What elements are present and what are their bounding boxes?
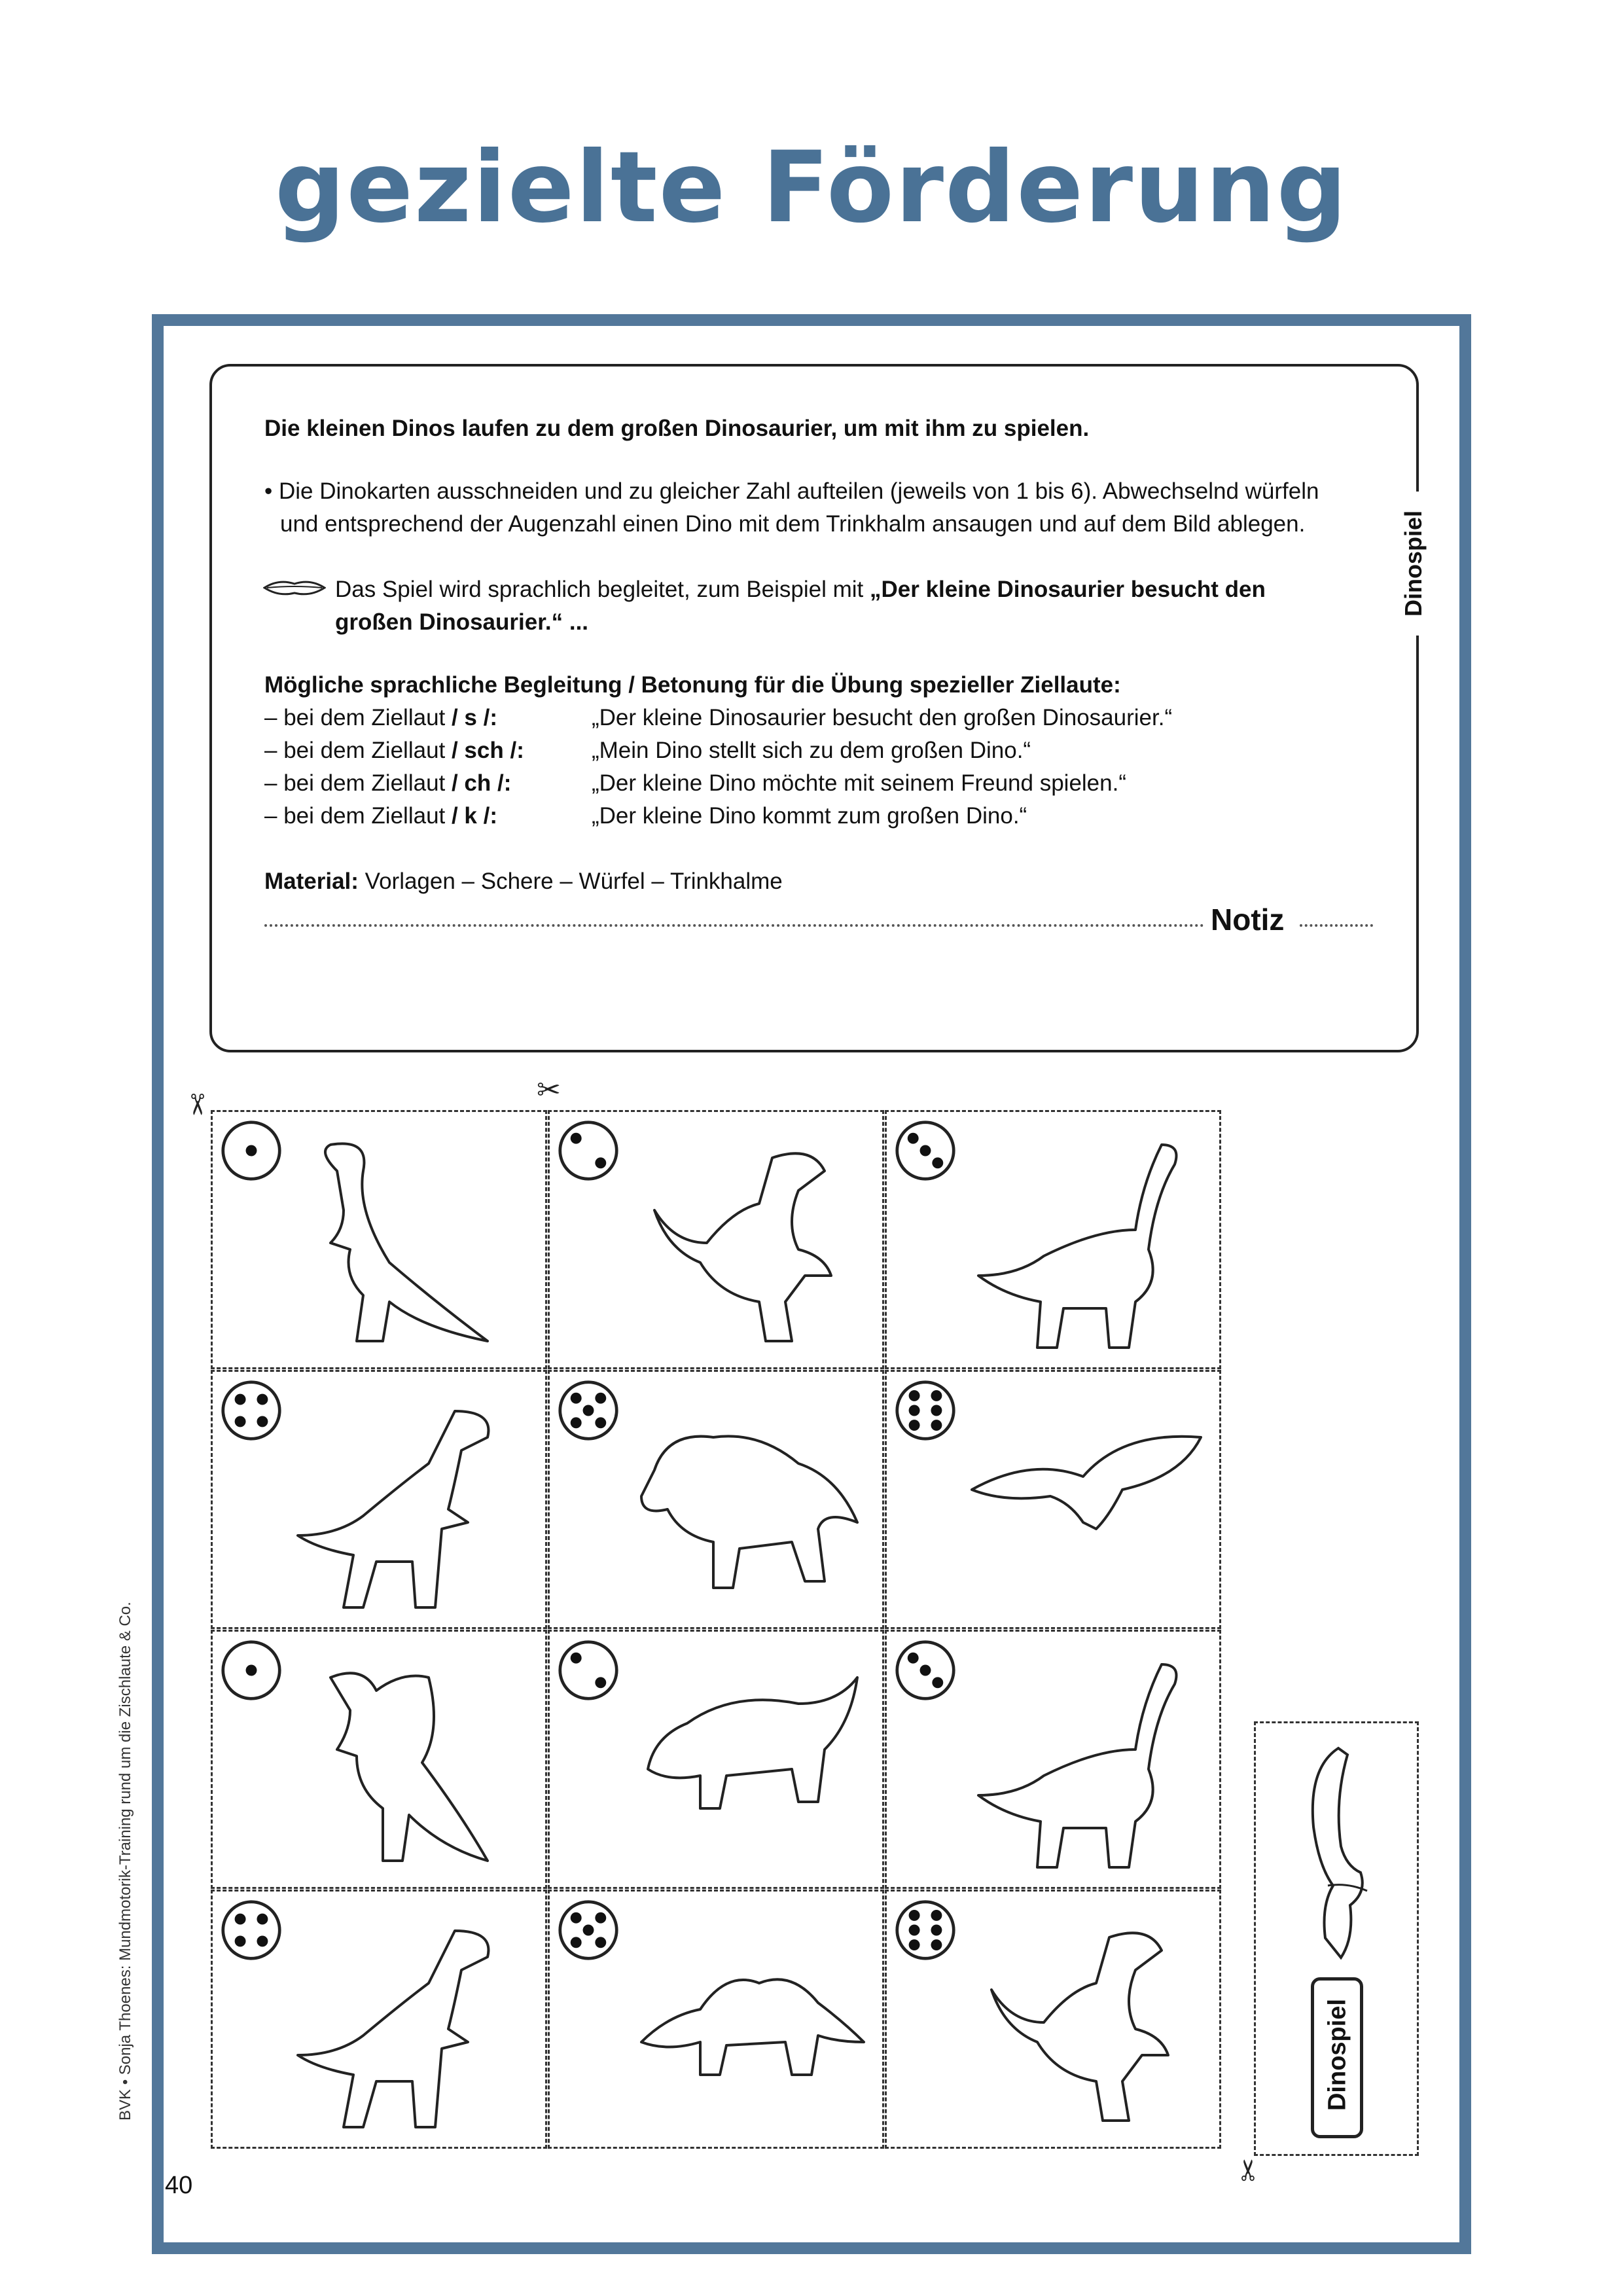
dino-card <box>548 1630 884 1889</box>
dino-card <box>885 1890 1221 2149</box>
die-pip <box>595 1912 606 1924</box>
instruction-line-2: und entsprechend der Augenzahl einen Dino mit dem Trinkhalm ansaugen und auf dem Bild ablegen. <box>280 511 1306 537</box>
sound-row <box>264 702 497 734</box>
die-pip <box>931 1405 942 1416</box>
die-pip <box>909 1925 920 1936</box>
sound-code: / ch /: <box>451 770 512 796</box>
die-face-icon <box>558 1899 619 1961</box>
sound-label: – bei dem Ziellaut <box>264 803 452 829</box>
page-title: gezielte Förderung <box>274 131 1349 245</box>
ankylosaurus-icon <box>628 1651 870 1874</box>
activity-side-tab <box>1387 497 1440 628</box>
die-pip <box>571 1133 582 1144</box>
sound-row <box>264 800 497 833</box>
die-pip <box>235 1416 246 1427</box>
die-pip <box>931 1939 942 1950</box>
spinosaurus-icon <box>291 1651 533 1874</box>
die-pip <box>909 1910 920 1921</box>
t-rex-icon <box>628 1132 870 1354</box>
dino-card <box>211 1630 547 1889</box>
pterodactyl-icon <box>965 1391 1207 1614</box>
die-pip <box>595 1417 606 1428</box>
dino-card <box>548 1110 884 1369</box>
die-pip <box>932 1157 943 1168</box>
stegosaurus-icon <box>628 1911 870 2134</box>
die-face-icon <box>895 1640 956 1701</box>
die-pip <box>920 1145 931 1157</box>
iguanodon-icon <box>291 1911 533 2134</box>
sound-code: / k /: <box>451 803 498 829</box>
die-pip <box>257 1416 268 1427</box>
die-pip <box>571 1653 582 1664</box>
notiz-line-left <box>264 924 1204 927</box>
die-pip <box>595 1157 606 1168</box>
die-face-icon <box>221 1380 282 1441</box>
speech-example-2: großen Dinosaurier.“ ... <box>335 609 589 635</box>
die-face-icon <box>558 1120 619 1181</box>
sound-sentence: „Der kleine Dino möchte mit seinem Freund spielen.“ <box>592 770 1126 796</box>
scissors-icon: ✂ <box>1232 2158 1265 2182</box>
die-face-icon <box>895 1380 956 1441</box>
iguanodon-icon <box>291 1391 533 1614</box>
publisher-credit: BVK • Sonja Thoenes: Mundmotorik-Training rund um die Zischlaute & Co. <box>116 1602 134 2121</box>
die-pip <box>257 1394 268 1405</box>
die-face-icon <box>221 1899 282 1961</box>
dino-card <box>548 1370 884 1629</box>
die-pip <box>931 1420 942 1431</box>
scissors-icon: ✂ <box>537 1074 561 1106</box>
scissors-icon: ✂ <box>180 1092 213 1117</box>
dino-card <box>885 1110 1221 1369</box>
activity-side-label: Dinospiel <box>1400 492 1427 636</box>
die-face-icon <box>895 1120 956 1181</box>
sound-label: – bei dem Ziellaut <box>264 738 452 763</box>
sound-label: – bei dem Ziellaut <box>264 770 452 796</box>
t-rex-icon <box>965 1911 1207 2134</box>
page-number: 40 <box>165 2172 193 2199</box>
dino-card <box>885 1630 1221 1889</box>
die-pip <box>246 1665 257 1676</box>
die-face-icon <box>221 1120 282 1181</box>
activity-heading: Die kleinen Dinos laufen zu dem großen Dinosaurier, um mit ihm zu spielen. <box>264 416 1090 441</box>
dino-card <box>211 1370 547 1629</box>
die-face-icon <box>558 1640 619 1701</box>
instruction-line-1: • Die Dinokarten ausschneiden und zu gleicher Zahl aufteilen (jeweils von 1 bis 6). Abwechselnd würfeln <box>264 478 1319 504</box>
die-pip <box>931 1390 942 1401</box>
die-pip <box>909 1405 920 1416</box>
die-face-icon <box>221 1640 282 1701</box>
material-value: Vorlagen – Schere – Würfel – Trinkhalme <box>358 869 783 894</box>
sound-label: – bei dem Ziellaut <box>264 705 452 730</box>
die-pip <box>908 1133 919 1144</box>
die-pip <box>583 1925 594 1936</box>
die-pip <box>257 1914 268 1925</box>
side-divider <box>1416 393 1418 1001</box>
die-pip <box>595 1677 606 1688</box>
speech-line-1 <box>335 573 1266 606</box>
die-pip <box>908 1653 919 1664</box>
pterodactyl-icon <box>1282 1742 1395 1964</box>
die-pip <box>909 1939 920 1950</box>
dino-card <box>211 1110 547 1369</box>
die-pip <box>257 1935 268 1946</box>
triceratops-icon <box>628 1391 870 1614</box>
die-pip <box>571 1393 582 1404</box>
brachiosaurus-icon <box>965 1132 1207 1354</box>
big-card-label: Dinospiel <box>1323 1998 1351 2111</box>
guidance-heading: Mögliche sprachliche Begleitung / Betonung für die Übung spezieller Ziellaute: <box>264 672 1121 698</box>
sound-sentence: „Der kleine Dinosaurier besucht den großen Dinosaurier.“ <box>592 705 1173 730</box>
die-pip <box>909 1420 920 1431</box>
die-pip <box>235 1935 246 1946</box>
die-pip <box>931 1925 942 1936</box>
die-face-icon <box>895 1899 956 1961</box>
speech-intro: Das Spiel wird sprachlich begleitet, zum Beispiel mit <box>335 577 870 602</box>
big-dino-card <box>1254 1721 1419 2156</box>
dino-card <box>548 1890 884 2149</box>
material-line <box>264 865 783 898</box>
parasaurolophus-icon <box>291 1132 533 1354</box>
sound-row <box>264 734 524 767</box>
sound-code: / sch /: <box>451 738 524 763</box>
notiz-label: Notiz <box>1211 903 1285 937</box>
die-face-icon <box>558 1380 619 1441</box>
big-card-label-box <box>1311 1977 1363 2138</box>
material-label: Material: <box>264 869 359 894</box>
sound-code: / s /: <box>451 705 498 730</box>
sound-row <box>264 767 511 800</box>
sound-sentence: „Mein Dino stellt sich zu dem großen Dino.“ <box>592 738 1031 763</box>
speech-example-1: „Der kleine Dinosaurier besucht den <box>870 577 1266 602</box>
die-pip <box>909 1390 920 1401</box>
die-pip <box>235 1394 246 1405</box>
brachiosaurus-icon <box>965 1651 1207 1874</box>
notiz-line-right <box>1300 924 1373 927</box>
die-pip <box>571 1417 582 1428</box>
lips-icon <box>263 576 326 600</box>
die-pip <box>931 1910 942 1921</box>
die-pip <box>595 1393 606 1404</box>
die-pip <box>920 1665 931 1676</box>
sound-sentence: „Der kleine Dino kommt zum großen Dino.“ <box>592 803 1027 829</box>
die-pip <box>583 1405 594 1416</box>
die-pip <box>595 1937 606 1948</box>
dino-card <box>211 1890 547 2149</box>
die-pip <box>246 1145 257 1157</box>
die-pip <box>932 1677 943 1688</box>
die-pip <box>571 1912 582 1924</box>
die-pip <box>571 1937 582 1948</box>
dino-card <box>885 1370 1221 1629</box>
die-pip <box>235 1914 246 1925</box>
